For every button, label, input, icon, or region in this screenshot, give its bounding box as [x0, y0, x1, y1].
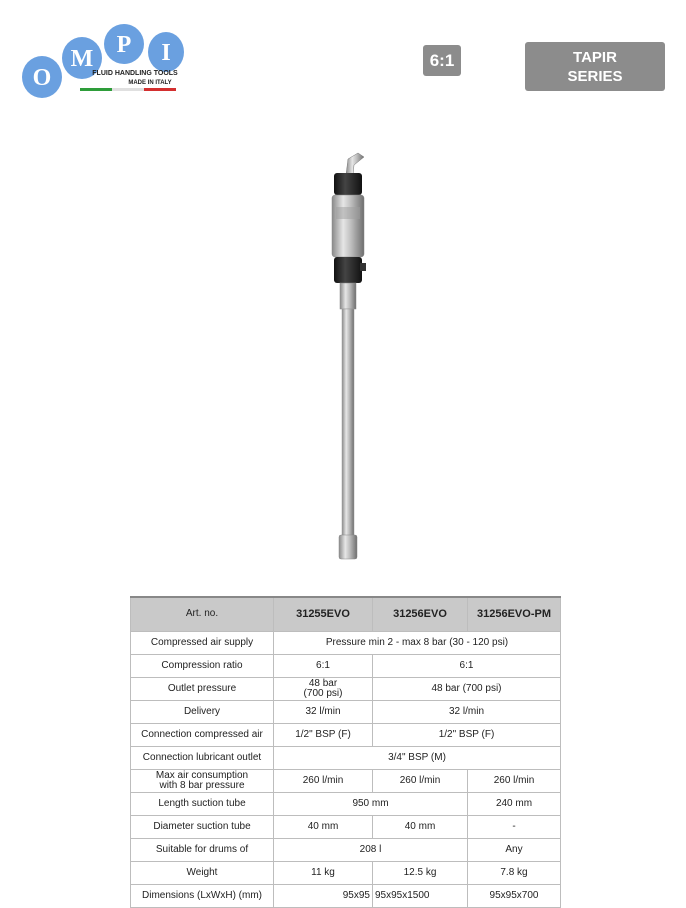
table-row	[131, 838, 561, 861]
outlet-pressure-v1-line1: 48 bar	[308, 677, 338, 689]
header-31256evo: 31256EVO	[373, 597, 468, 631]
diameter-tube-v2: 40 mm	[373, 815, 468, 838]
delivery-v2: 32 l/min	[373, 700, 561, 723]
row-label-conn-air: Connection compressed air	[131, 723, 274, 746]
conn-lube-value: 3/4" BSP (M)	[274, 746, 561, 769]
outlet-pressure-v2: 48 bar (700 psi)	[373, 677, 561, 700]
table-row	[131, 861, 561, 884]
pump-image	[318, 145, 378, 565]
series-line-2: SERIES	[567, 67, 623, 85]
logo-tagline-2: MADE IN ITALY	[128, 80, 172, 86]
air-supply-value: Pressure min 2 - max 8 bar (30 - 120 psi)	[274, 631, 561, 654]
row-label-max-air	[131, 769, 274, 792]
spec-table	[130, 596, 561, 908]
row-label-compression-ratio: Compression ratio	[131, 654, 274, 677]
flag-white	[112, 88, 144, 91]
series-badge	[525, 42, 665, 91]
length-tube-v3: 240 mm	[468, 792, 561, 815]
row-label-drums: Suitable for drums of	[131, 838, 274, 861]
row-label-air-supply: Compressed air supply	[131, 631, 274, 654]
dimensions-v1: 95x95	[274, 884, 373, 907]
compression-ratio-v2: 6:1	[373, 654, 561, 677]
dimensions-v3: 95x95x700	[468, 884, 561, 907]
header-31256evo-pm: 31256EVO-PM	[468, 597, 561, 631]
conn-air-v1: 1/2" BSP (F)	[274, 723, 373, 746]
table-row	[131, 654, 561, 677]
table-row	[131, 677, 561, 700]
logo-tagline-1: FLUID HANDLING TOOLS	[92, 70, 178, 77]
row-label-dimensions: Dimensions (LxWxH) (mm)	[131, 884, 274, 907]
row-label-delivery: Delivery	[131, 700, 274, 723]
header-art-no: Art. no.	[131, 597, 274, 631]
table-row	[131, 700, 561, 723]
max-air-v1: 260 l/min	[274, 769, 373, 792]
logo-letter-i: I	[161, 40, 171, 66]
ratio-text: 6:1	[429, 50, 455, 70]
table-row	[131, 631, 561, 654]
flag-red	[144, 88, 176, 91]
max-air-v3: 260 l/min	[468, 769, 561, 792]
delivery-v1: 32 l/min	[274, 700, 373, 723]
dimensions-v2: 95x95x1500	[373, 884, 468, 907]
compression-ratio-v1: 6:1	[274, 654, 373, 677]
diameter-tube-v3: -	[468, 815, 561, 838]
logo-letter-o: O	[32, 65, 52, 91]
table-row	[131, 884, 561, 907]
table-row	[131, 723, 561, 746]
header-31255evo: 31255EVO	[274, 597, 373, 631]
table-header-row	[131, 597, 561, 631]
logo-graphic	[20, 22, 188, 102]
row-label-length-tube: Length suction tube	[131, 792, 274, 815]
max-air-label-line1: Max air consumption	[155, 769, 249, 781]
diameter-tube-v1: 40 mm	[274, 815, 373, 838]
drums-v3: Any	[468, 838, 561, 861]
ompi-logo	[20, 22, 188, 102]
row-label-weight: Weight	[131, 861, 274, 884]
weight-v1: 11 kg	[274, 861, 373, 884]
max-air-label-line2: with 8 bar pressure	[159, 779, 245, 791]
row-label-diameter-tube: Diameter suction tube	[131, 815, 274, 838]
conn-air-v2: 1/2" BSP (F)	[373, 723, 561, 746]
weight-v3: 7.8 kg	[468, 861, 561, 884]
outlet-pressure-v1	[274, 677, 373, 700]
row-label-outlet-pressure: Outlet pressure	[131, 677, 274, 700]
drums-v12: 208 l	[274, 838, 468, 861]
weight-v2: 12.5 kg	[373, 861, 468, 884]
max-air-v2: 260 l/min	[373, 769, 468, 792]
flag-green	[80, 88, 112, 91]
table-row	[131, 769, 561, 792]
ratio-badge	[423, 45, 461, 76]
length-tube-v12: 950 mm	[274, 792, 468, 815]
logo-letter-m: M	[70, 46, 94, 72]
row-label-conn-lube: Connection lubricant outlet	[131, 746, 274, 769]
logo-letter-p: P	[116, 32, 132, 58]
table-row	[131, 746, 561, 769]
table-row	[131, 792, 561, 815]
series-line-1: TAPIR	[573, 48, 617, 66]
outlet-pressure-v1-line2: (700 psi)	[303, 687, 343, 699]
table-row	[131, 815, 561, 838]
